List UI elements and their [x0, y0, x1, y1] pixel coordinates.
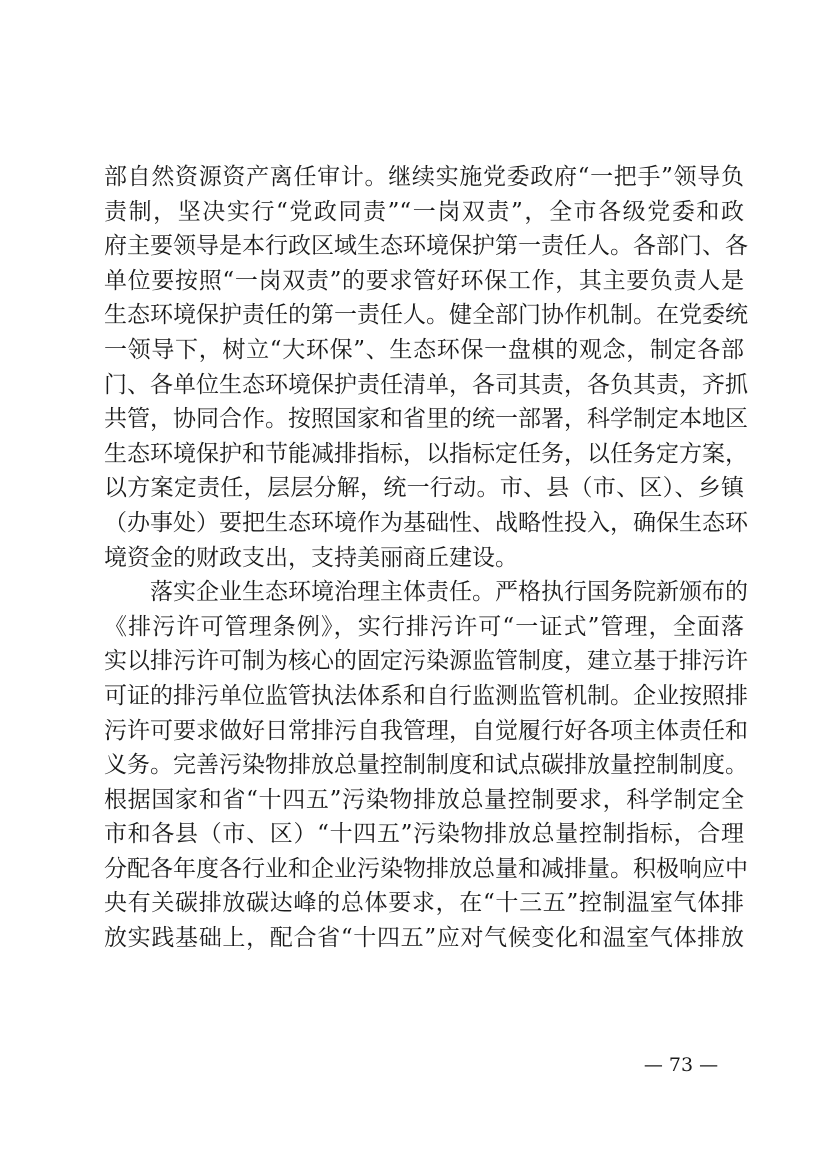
paragraph-2-line-11: 放实践基础上，配合省“十四五”应对气候变化和温室气体排放	[104, 925, 744, 952]
page-number: — 73 —	[643, 1054, 719, 1076]
paragraph-1-line-2: 责制，坚决实行“党政同责”“一岗双责”，全市各级党委和政	[104, 198, 744, 225]
paragraph-1-line-9: 生态环境保护和节能减排指标，以指标定任务，以任务定方案，	[104, 440, 748, 467]
paragraph-2-line-2: 《排污许可管理条例》，实行排污许可“一证式”管理，全面落	[104, 613, 744, 640]
paragraph-1-line-5: 生态环境保护责任的第一责任人。健全部门协作机制。在党委统	[104, 302, 748, 329]
paragraph-1-line-1: 部自然资源资产离任审计。继续实施党委政府“一把手”领导负	[104, 164, 744, 190]
paragraph-2-line-8: 市和各县（市、区）“十四五”污染物排放总量控制指标，合理	[104, 821, 744, 848]
paragraph-2-line-3: 实以排污许可制为核心的固定污染源监管制度，建立基于排污许	[104, 648, 748, 675]
paragraph-2-line-5: 污许可要求做好日常排污自我管理，自觉履行好各项主体责任和	[104, 717, 748, 744]
paragraph-1-line-12: 境资金的财政支出，支持美丽商丘建设。	[104, 544, 518, 571]
paragraph-1-line-6: 一领导下，树立“大环保”、生态环保一盘棋的观念，制定各部	[104, 336, 744, 363]
paragraph-1-line-10: 以方案定责任，层层分解，统一行动。市、县（市、区）、乡镇	[104, 475, 744, 502]
paragraph-1-line-7: 门、各单位生态环境保护责任清单，各司其责，各负其责，齐抓	[104, 371, 748, 398]
paragraph-2-line-10: 央有关碳排放碳达峰的总体要求，在“十三五”控制温室气体排	[104, 890, 744, 917]
paragraph-1-line-8: 共管，协同合作。按照国家和省里的统一部署，科学制定本地区	[104, 406, 748, 433]
paragraph-2-line-7: 根据国家和省“十四五”污染物排放总量控制要求，科学制定全	[104, 786, 744, 813]
paragraph-2-line-9: 分配各年度各行业和企业污染物排放总量和减排量。积极响应中	[104, 855, 748, 882]
paragraph-2-line-4: 可证的排污单位监管执法体系和自行监测监管机制。企业按照排	[104, 682, 748, 709]
paragraph-2-line-6: 义务。完善污染物排放总量控制制度和试点碳排放量控制制度。	[104, 752, 748, 779]
paragraph-1-line-4: 单位要按照“一岗双责”的要求管好环保工作，其主要负责人是	[104, 267, 744, 294]
paragraph-1-line-11: （办事处）要把生态环境作为基础性、战略性投入，确保生态环	[104, 509, 748, 536]
paragraph-2-line-1: 落实企业生态环境治理主体责任。严格执行国务院新颁布的	[104, 579, 748, 606]
paragraph-1-line-3: 府主要领导是本行政区域生态环境保护第一责任人。各部门、各	[104, 233, 748, 260]
body-text	[104, 160, 748, 956]
